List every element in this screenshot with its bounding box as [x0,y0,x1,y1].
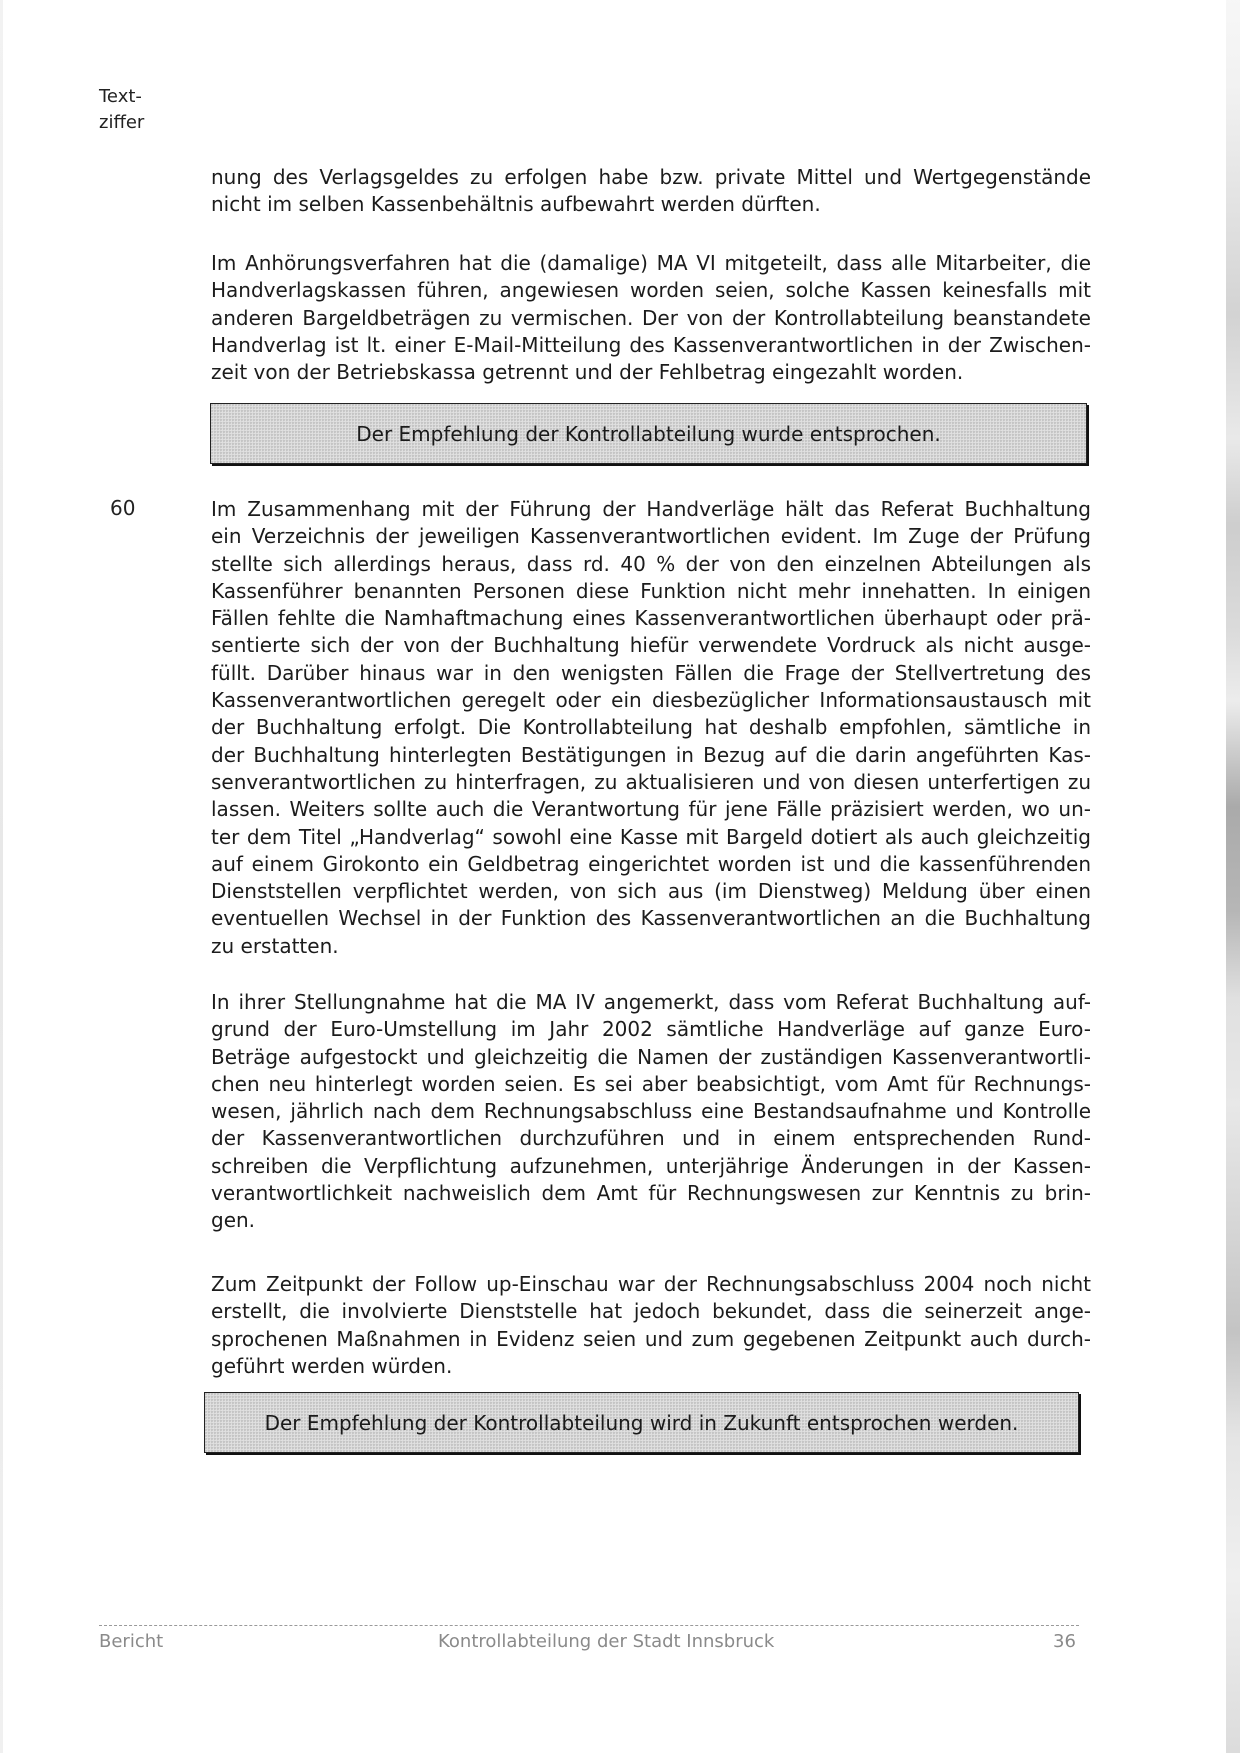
text-line: füllt. Darüber hinaus war in den wenigsten Fällen die Frage der Stellvertretung des [211,660,1091,685]
text-line: stellte sich allerdings heraus, dass rd. 40 % der von den einzelnen Abteilungen als [211,551,1091,576]
text-line: der Buchhaltung hinterlegten Bestätigungen in Bezug auf die darin angeführten Kas- [211,742,1091,767]
text-line: Beträge aufgestockt und gleichzeitig die Namen der zuständigen Kassenverantwortli- [211,1044,1091,1069]
text-line: In ihrer Stellungnahme hat die MA IV angemerkt, dass vom Referat Buchhaltung auf- [211,990,1091,1014]
text-line: chen neu hinterlegt worden seien. Es sei aber beabsichtigt, vom Amt für Rechnungs- [211,1071,1091,1096]
text-line: Fällen fehlte die Namhaftmachung eines Kassenverantwortlichen überhaupt oder prä- [211,606,1091,631]
scan-artifact-right-edge [1226,0,1240,1753]
footer-organization: Kontrollabteilung der Stadt Innsbruck [438,1631,775,1652]
text-line: senverantwortlichen zu hinterfragen, zu aktualisieren und von diesen unterfertigen zu [211,769,1091,794]
recommendation-box-future [204,1392,1079,1453]
footer-divider [99,1625,1079,1626]
text-line: Dienststellen verpflichtet werden, von sich aus (im Dienstweg) Meldung über einen [211,879,1091,904]
continuation-paragraph [211,164,1091,219]
margin-label-line-1: Text- [99,86,142,107]
text-line: Im Zusammenhang mit der Führung der Handverläge hält das Referat Buchhaltung [211,497,1091,521]
text-line: schreiben die Verpflichtung aufzunehmen, unterjährige Änderungen in der Kassen- [211,1153,1091,1178]
margin-label-textziffer [99,84,144,136]
text-line: nung des Verlagsgeldes zu erfolgen habe bzw. private Mittel und Wertgegenstände [211,165,1091,189]
text-line: Kassenführer benannten Personen diese Funktion nicht mehr innehatten. In einigen [211,578,1091,603]
section-60-paragraph-3 [211,1271,1091,1380]
scan-artifact-left-edge [0,0,3,1753]
section-60-paragraph-2 [211,989,1091,1235]
hearing-paragraph [211,250,1091,386]
text-line: sprochenen Maßnahmen in Evidenz seien und zum gegebenen Zeitpunkt auch durch- [211,1326,1091,1351]
section-number: 60 [110,496,136,520]
text-line: der Kassenverantwortlichen durchzuführen und in einem entsprechenden Rund- [211,1126,1091,1151]
footer-report-label: Bericht [99,1631,164,1652]
text-line: der Buchhaltung erfolgt. Die Kontrollabteilung hat deshalb empfohlen, sämtliche in [211,715,1091,740]
text-line: zeit von der Betriebskassa getrennt und der Fehlbetrag eingezahlt worden. [211,360,964,385]
text-line: anderen Bargeldbeträgen zu vermischen. Der von der Kontrollabteilung beanstandete [211,305,1091,330]
recommendation-text: Der Empfehlung der Kontrollabteilung wird in Zukunft entsprochen werden. [264,1410,1019,1435]
footer-page-number: 36 [1053,1631,1076,1652]
text-line: Zum Zeitpunkt der Follow up-Einschau war der Rechnungsabschluss 2004 noch nicht [211,1272,1091,1296]
text-line: verantwortlichkeit nachweislich dem Amt für Rechnungswesen zur Kenntnis zu brin- [211,1181,1091,1206]
text-line: auf einem Girokonto ein Geldbetrag eingerichtet worden ist und die kassenführenden [211,851,1091,876]
text-line: zu erstatten. [211,933,339,958]
recommendation-text: Der Empfehlung der Kontrollabteilung wurde entsprochen. [356,421,941,446]
section-60-paragraph-1 [211,496,1091,960]
text-line: lassen. Weiters sollte auch die Verantwortung für jene Fälle präzisiert werden, wo un- [211,797,1091,822]
text-line: Handverlag ist lt. einer E-Mail-Mitteilung des Kassenverantwortlichen in der Zwischen- [211,332,1091,357]
text-line: ter dem Titel „Handverlag“ sowohl eine Kasse mit Bargeld dotiert als auch gleichzeitig [211,824,1091,849]
text-line: grund der Euro-Umstellung im Jahr 2002 sämtliche Handverläge auf ganze Euro- [211,1017,1091,1042]
text-line: geführt werden würden. [211,1353,453,1378]
recommendation-box-fulfilled [210,403,1087,464]
text-line: sentierte sich der von der Buchhaltung hiefür verwendete Vordruck als nicht ausge- [211,633,1091,658]
text-line: Kassenverantwortlichen geregelt oder ein diesbezüglicher Informationsaustausch mit [211,688,1091,713]
text-line: gen. [211,1208,256,1233]
text-line: erstellt, die involvierte Dienststelle hat jedoch bekundet, dass die seinerzeit ange- [211,1299,1091,1324]
text-line: nicht im selben Kassenbehältnis aufbewahrt werden dürften. [211,192,821,217]
margin-label-line-2: ziffer [99,112,145,133]
text-line: ein Verzeichnis der jeweiligen Kassenverantwortlichen evident. Im Zuge der Prüfung [211,524,1091,549]
text-line: eventuellen Wechsel in der Funktion des Kassenverantwortlichen an die Buchhaltung [211,906,1091,931]
text-line: Handverlagskassen führen, angewiesen worden seien, solche Kassen keinesfalls mit [211,278,1091,303]
text-line: Im Anhörungsverfahren hat die (damalige) MA VI mitgeteilt, dass alle Mitarbeiter, die [211,251,1091,275]
text-line: wesen, jährlich nach dem Rechnungsabschluss eine Bestandsaufnahme und Kontrolle [211,1099,1091,1124]
